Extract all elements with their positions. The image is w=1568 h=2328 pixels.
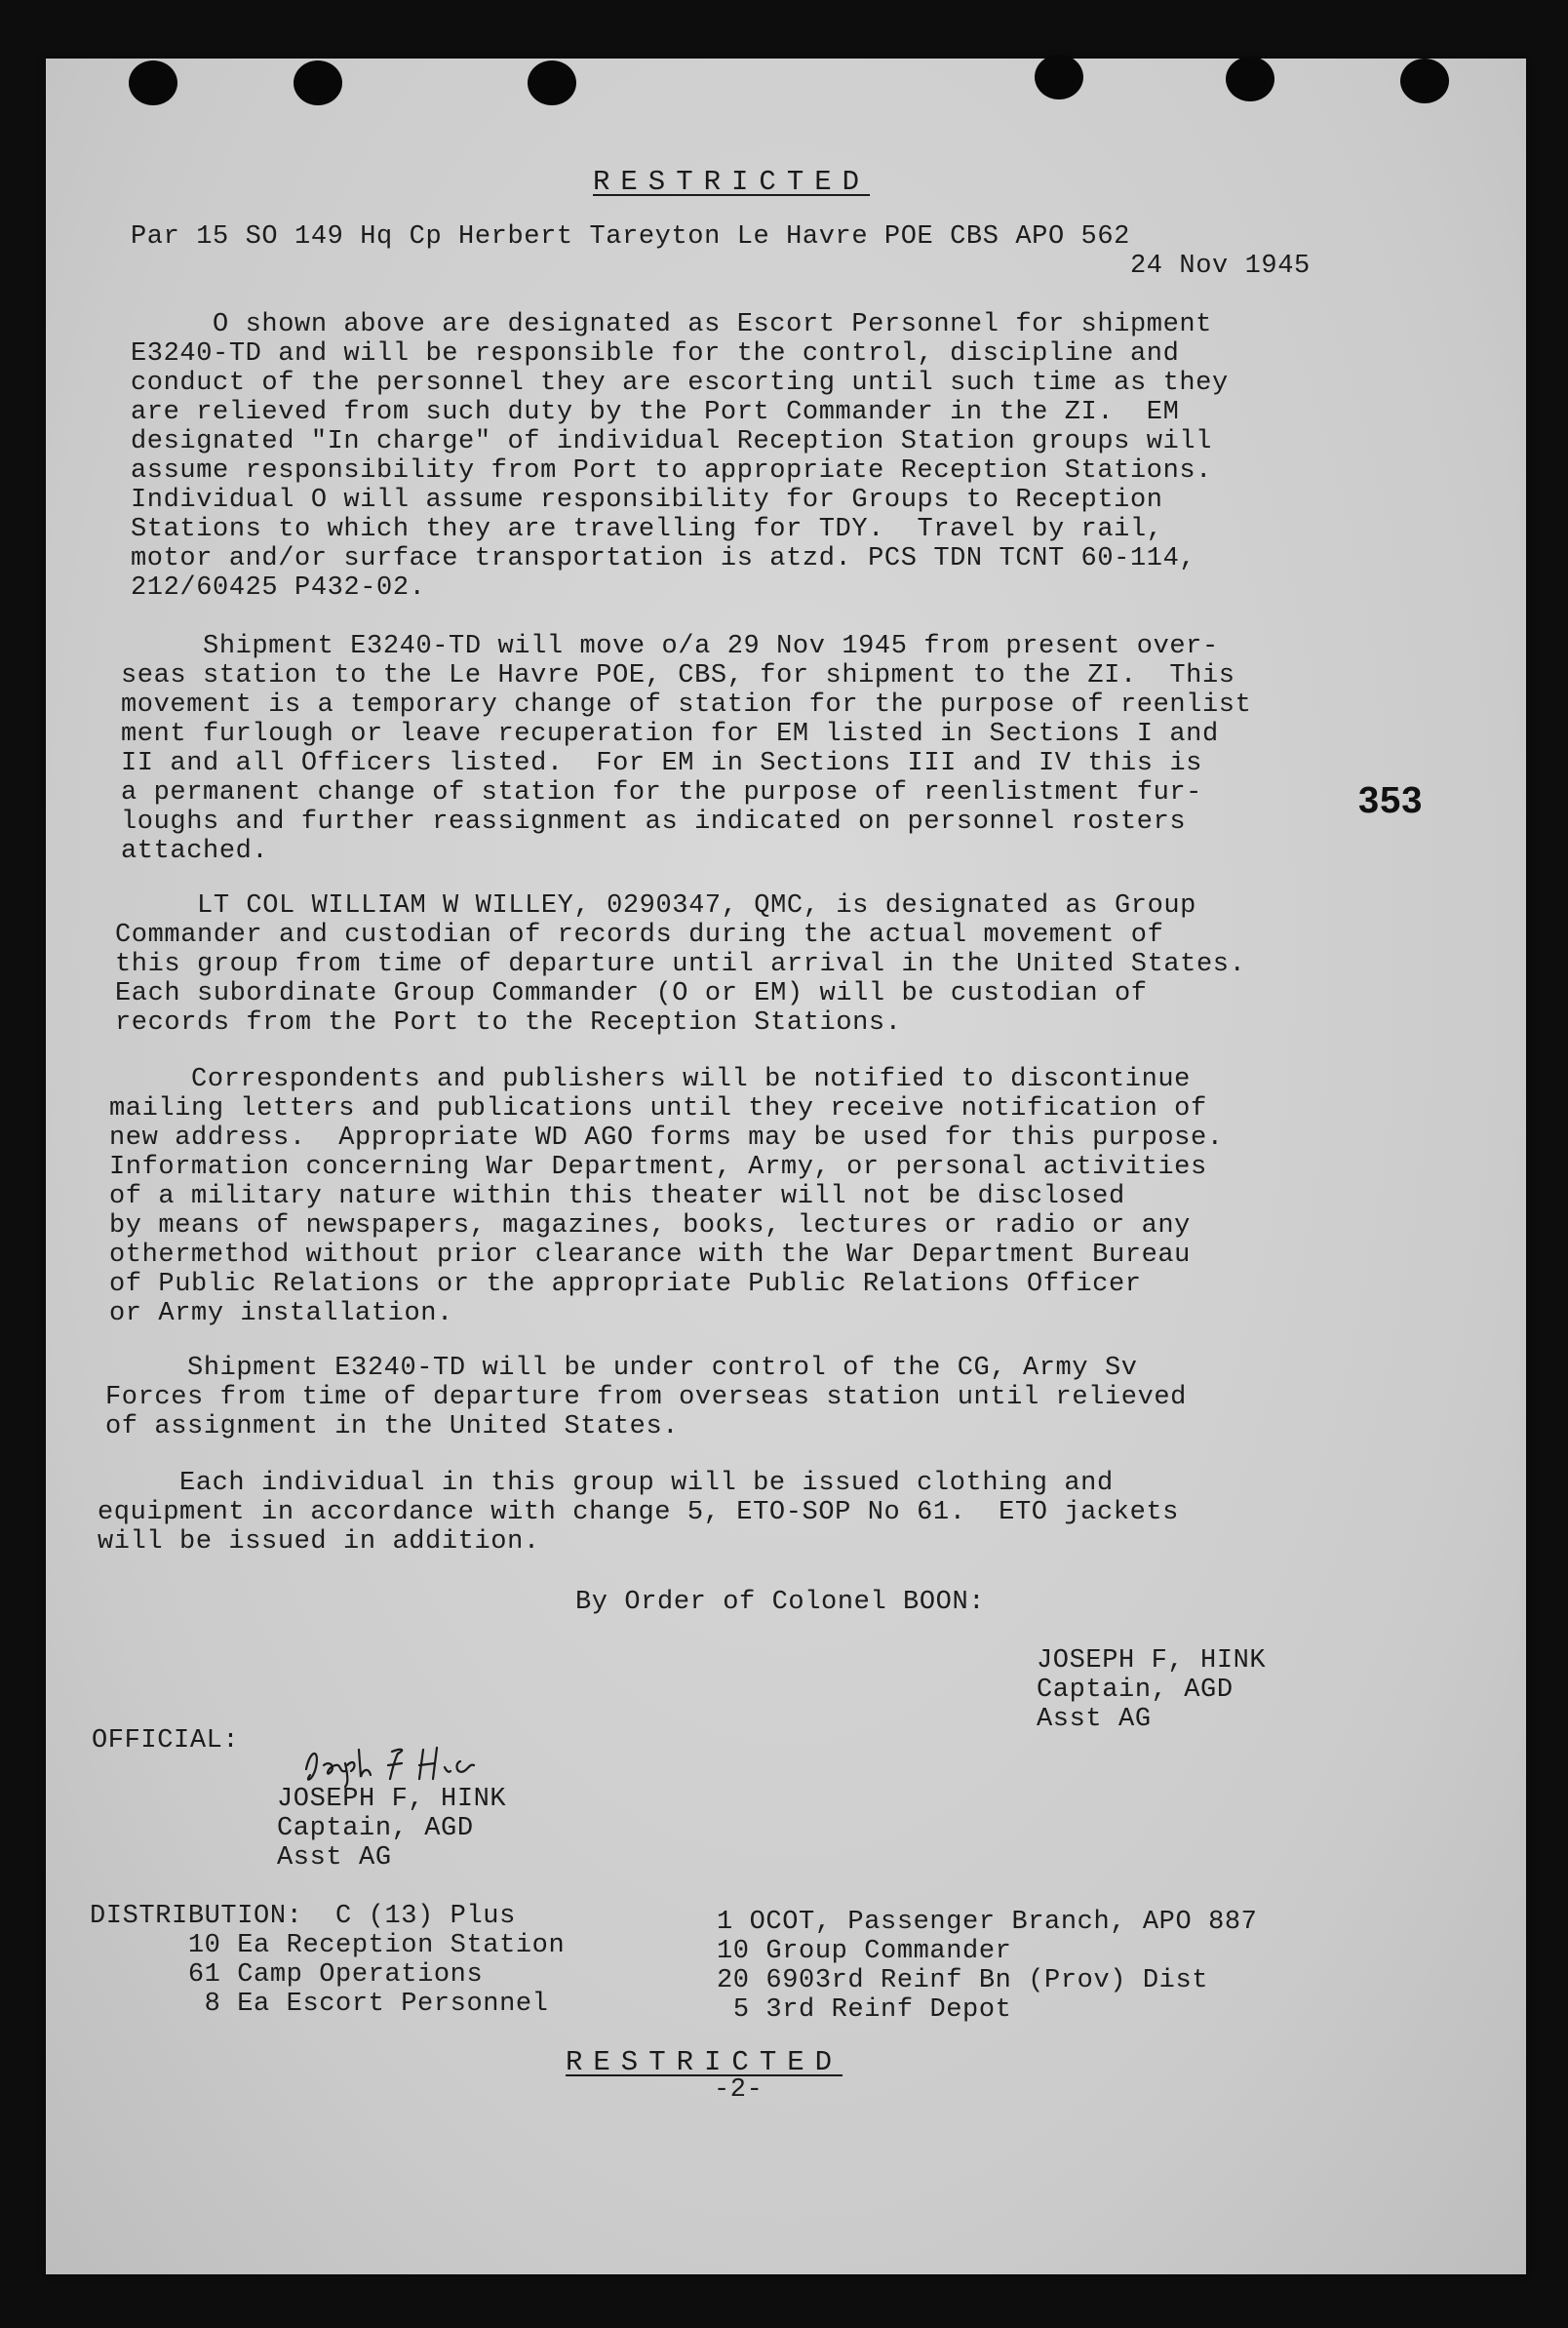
punch-hole [129,60,177,105]
page-number: -2- [714,2075,764,2105]
paragraph-clothing: Each individual in this group will be issued clothing and equipment in accordance with change 5, ETO-SOP No 61. ETO jackets will be issued in addition. [98,1469,1179,1557]
document-date: 24 Nov 1945 [1130,252,1311,281]
official-signatory-block: JOSEPH F, HINK Captain, AGD Asst AG [277,1785,507,1873]
classification-top: RESTRICTED [593,166,871,198]
reference-line: Par 15 SO 149 Hq Cp Herbert Tareyton Le Havre POE CBS APO 562 [131,222,1130,252]
classification-bottom: RESTRICTED [566,2046,843,2078]
punch-hole [528,60,576,105]
official-label: OFFICIAL: [92,1726,240,1756]
paragraph-shipment-movement: Shipment E3240-TD will move o/a 29 Nov 1945 from present over- seas station to the Le Havre POE, CBS, for shipment to the ZI. This movement is a temporary change of station for the purpose of reenlist ment furlough or leave recuperation for EM listed in Sections I and II and all Officers listed. For EM in Sections III and IV this is a permanent change of station for the purpose of reenlistment fur- loughs and further reassignment as indicated on personnel rosters attached. [121,632,1252,866]
distribution-list-left: DISTRIBUTION: C (13) Plus 10 Ea Reception Station 61 Camp Operations 8 Ea Escort Personnel [90,1902,566,2019]
page-stamp-number: 353 [1358,780,1424,821]
paragraph-group-commander: LT COL WILLIAM W WILLEY, 0290347, QMC, is designated as Group Commander and custodian of records during the actual movement of this group from time of departure until arrival in the United States. Each subordinate Group Commander (O or EM) will be custodian of records from the Port to the Reception Stations. [115,891,1246,1038]
punch-hole [294,60,342,105]
punch-hole [1400,59,1449,103]
paragraph-escort-personnel: O shown above are designated as Escort Personnel for shipment E3240-TD and will be responsible for the control, discipline and conduct of the personnel they are escorting until such time as they are relieved from such duty by the Port Commander in the ZI. EM designated "In charge" of individual Reception Station groups will assume responsibility from Port to appropriate Reception Stations. Individual O will assume responsibility for Groups to Reception Stations to which they are travelling for TDY. Travel by rail, motor and/or surface transportation is atzd. PCS TDN TCNT 60-114, 212/60425 P432-02. [131,310,1229,603]
handwritten-signature [298,1740,581,1789]
punch-hole [1226,57,1274,101]
distribution-list-right: 1 OCOT, Passenger Branch, APO 887 10 Group Commander 20 6903rd Reinf Bn (Prov) Dist 5 3rd Reinf Depot [717,1908,1258,2025]
order-line: By Order of Colonel BOON: [575,1588,986,1617]
paragraph-control: Shipment E3240-TD will be under control of the CG, Army Sv Forces from time of departure from overseas station until relieved of assignment in the United States. [105,1354,1187,1441]
paragraph-correspondents: Correspondents and publishers will be notified to discontinue mailing letters and publications until they receive notification of new address. Appropriate WD AGO forms may be used for this purpose. Information concerning War Department, Army, or personal activities of a military nature within this theater will not be disclosed by means of newspapers, magazines, books, lectures or radio or any othermethod without prior clearance with the War Department Bureau of Public Relations or the appropriate Public Relations Officer or Army installation. [109,1065,1224,1328]
signatory-block: JOSEPH F, HINK Captain, AGD Asst AG [1037,1646,1267,1734]
punch-hole [1035,55,1083,99]
